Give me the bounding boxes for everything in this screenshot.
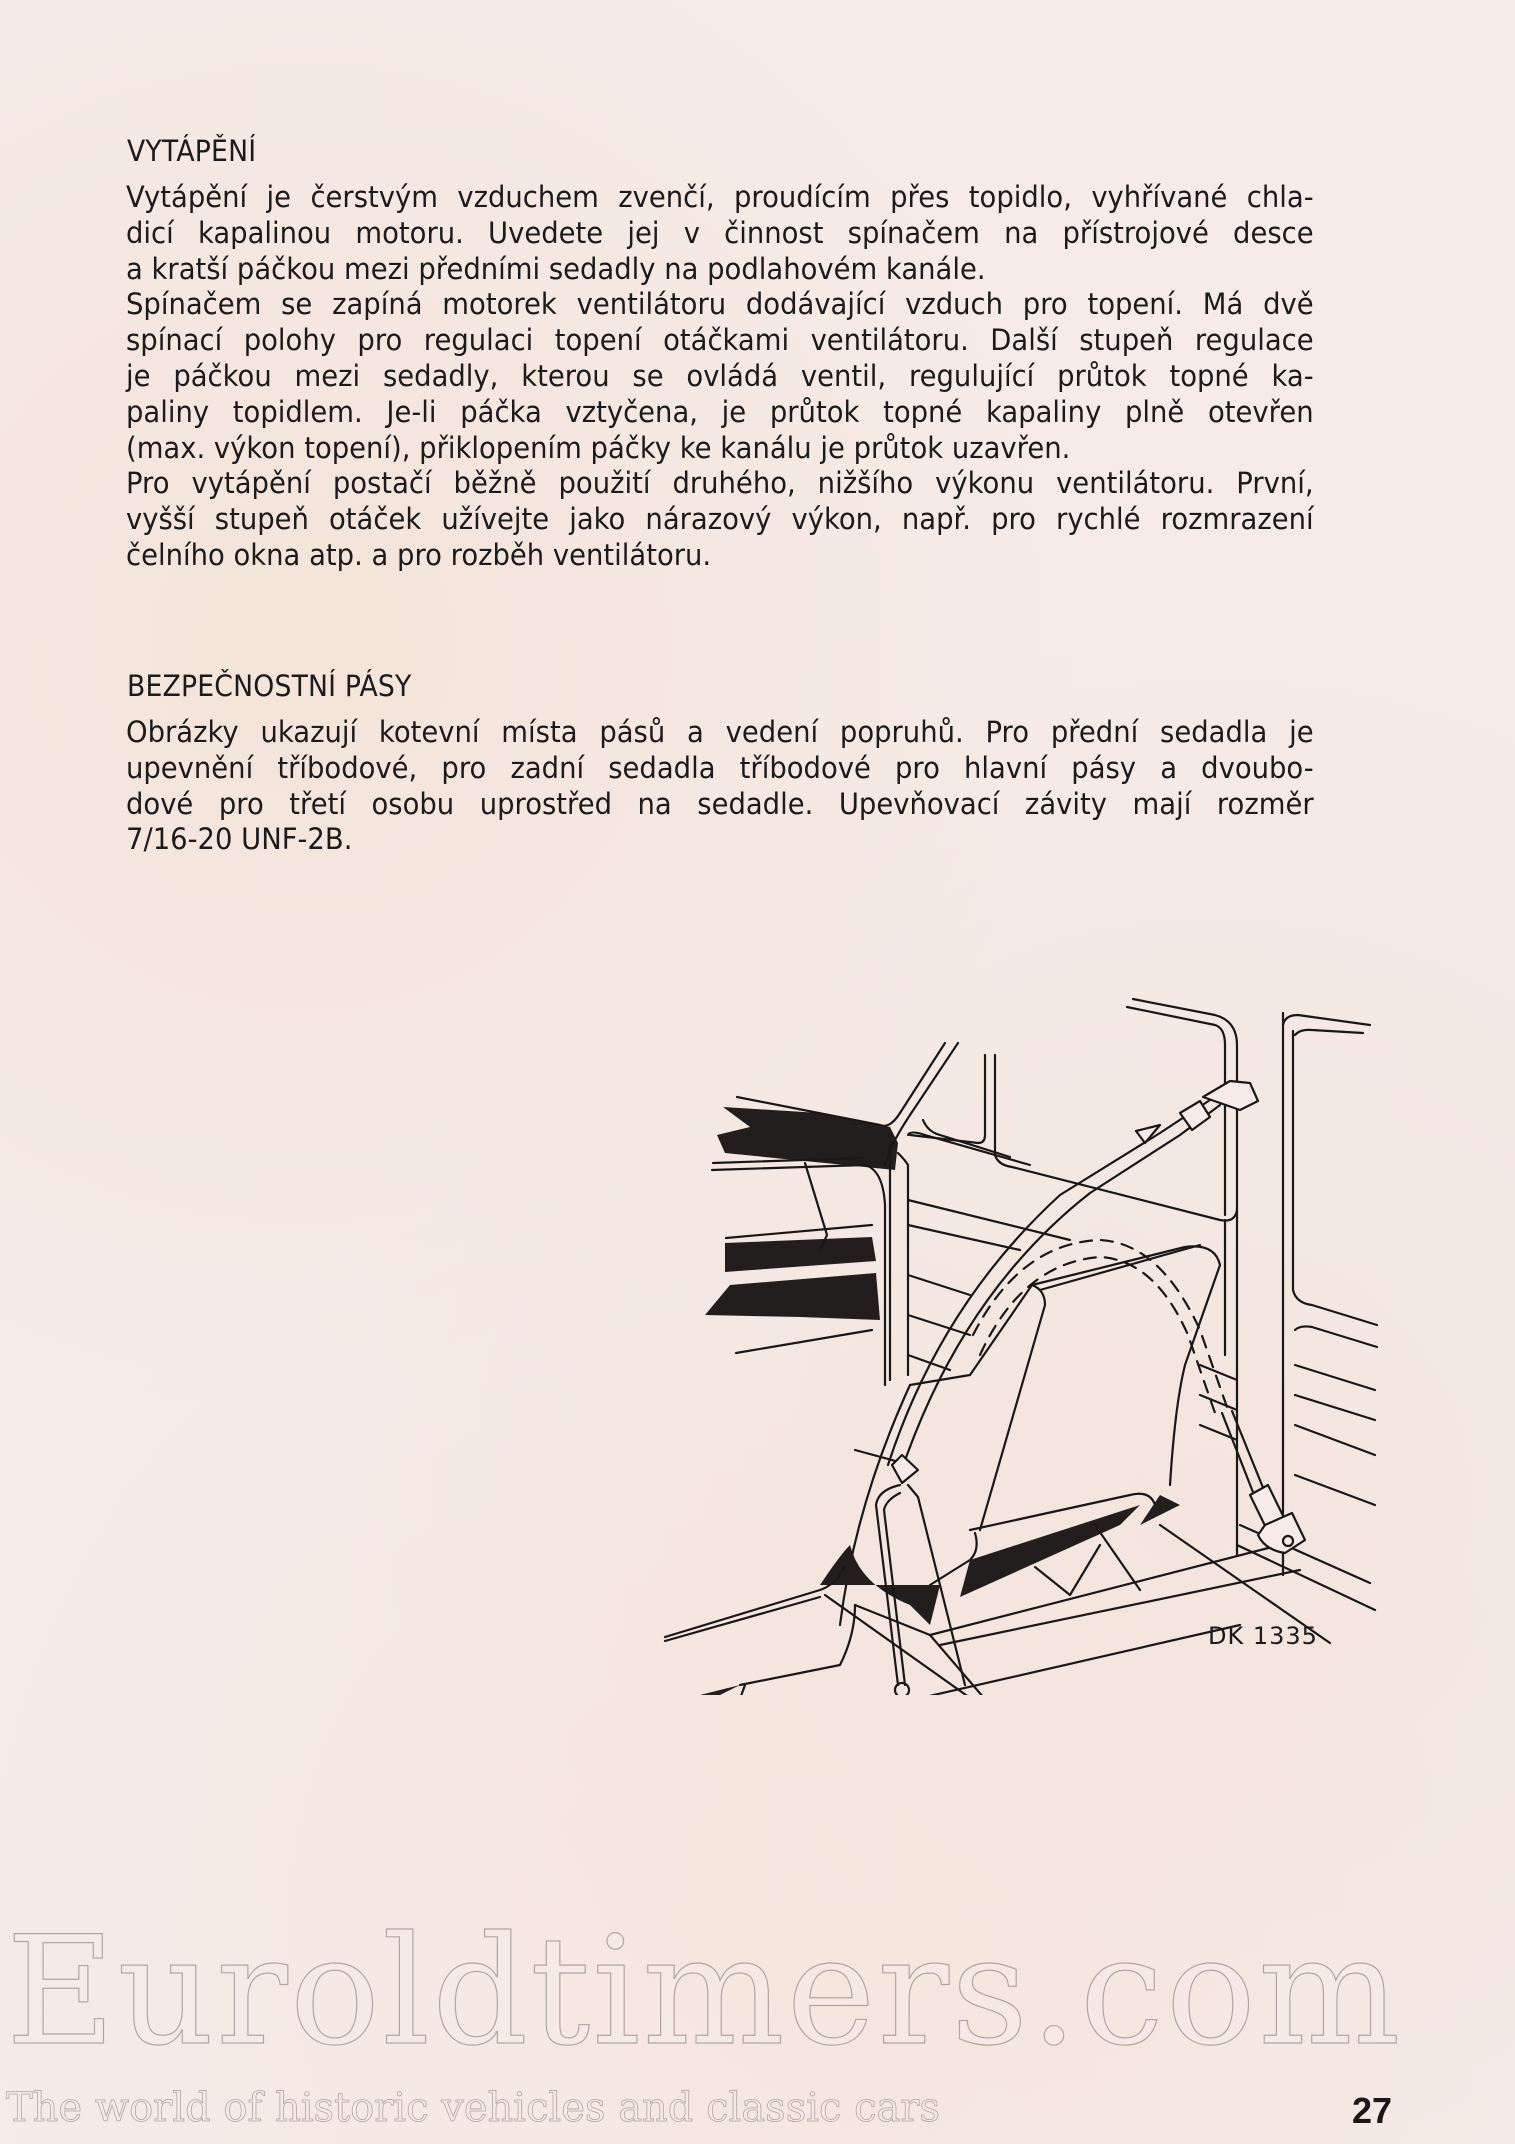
figure-label: DK 1335 xyxy=(1208,1622,1318,1650)
text-line: a kratší páčkou mezi předními sedadly na podlahovém kanále. xyxy=(126,251,986,286)
heating-paragraph xyxy=(126,180,1403,574)
text-line: dové pro třetí osobu uprostřed na sedadle. Upevňovací závity mají rozměr xyxy=(126,786,1314,821)
text-line: Spínačem se zapíná motorek ventilátoru dodávající vzduch pro topení. Má dvě xyxy=(126,287,1314,322)
section-heading-heating: VYTÁPĚNÍ xyxy=(127,134,257,169)
seat-back xyxy=(840,1245,1220,1625)
text-line: upevnění tříbodové, pro zadní sedadla tříbodové pro hlavní pásy a dvoubo- xyxy=(126,750,1314,785)
text-line: vyšší stupeň otáček užívejte jako nárazový výkon, např. pro rychlé rozmrazení xyxy=(126,502,1314,537)
text-line: Obrázky ukazují kotevní místa pásů a vedení popruhů. Pro přední sedadla je xyxy=(126,715,1314,749)
text-line: 7/16-20 UNF-2B. xyxy=(126,822,353,857)
lower-anchor-bracket xyxy=(1222,1411,1305,1553)
text-line: Pro vytápění postačí běžně použití druhého, nižšího výkonu ventilátoru. První, xyxy=(126,466,1314,501)
seatbelts-paragraph xyxy=(126,715,1403,858)
watermark-brand: Euroldtimers.com xyxy=(6,1905,1403,2079)
watermark-tagline: The world of historic vehicles and classic cars xyxy=(6,2085,941,2131)
text-line: Vytápění je čerstvým vzduchem zvenčí, proudícím přes topidlo, vyhřívané chla- xyxy=(126,180,1314,214)
door-frame-dark-strips xyxy=(705,1107,898,1320)
text-line: čelního okna atp. a pro rozběh ventilátoru. xyxy=(126,537,712,572)
page-number: 27 xyxy=(1352,2090,1393,2131)
dashed-belt-routing xyxy=(973,1240,1228,1413)
text-line: paliny topidlem. Je-li páčka vztyčena, je průtok topné kapaliny plně otevřen xyxy=(126,394,1314,429)
seatbelt-illustration xyxy=(640,985,1380,1695)
text-line: (max. výkon topení), přiklopením páčky ke kanálu je průtok uzavřen. xyxy=(126,430,1071,465)
text-line: je páčkou mezi sedadly, kterou se ovládá ventil, regulující průtok topné ka- xyxy=(126,358,1314,393)
section-heading-seatbelts: BEZPEČNOSTNÍ PÁSY xyxy=(127,669,412,704)
text-line: dicí kapalinou motoru. Uvedete jej v činnost spínačem na přístrojové desce xyxy=(126,215,1314,250)
text-line: spínací polohy pro regulaci topení otáčkami ventilátoru. Další stupeň regulace xyxy=(126,323,1314,358)
